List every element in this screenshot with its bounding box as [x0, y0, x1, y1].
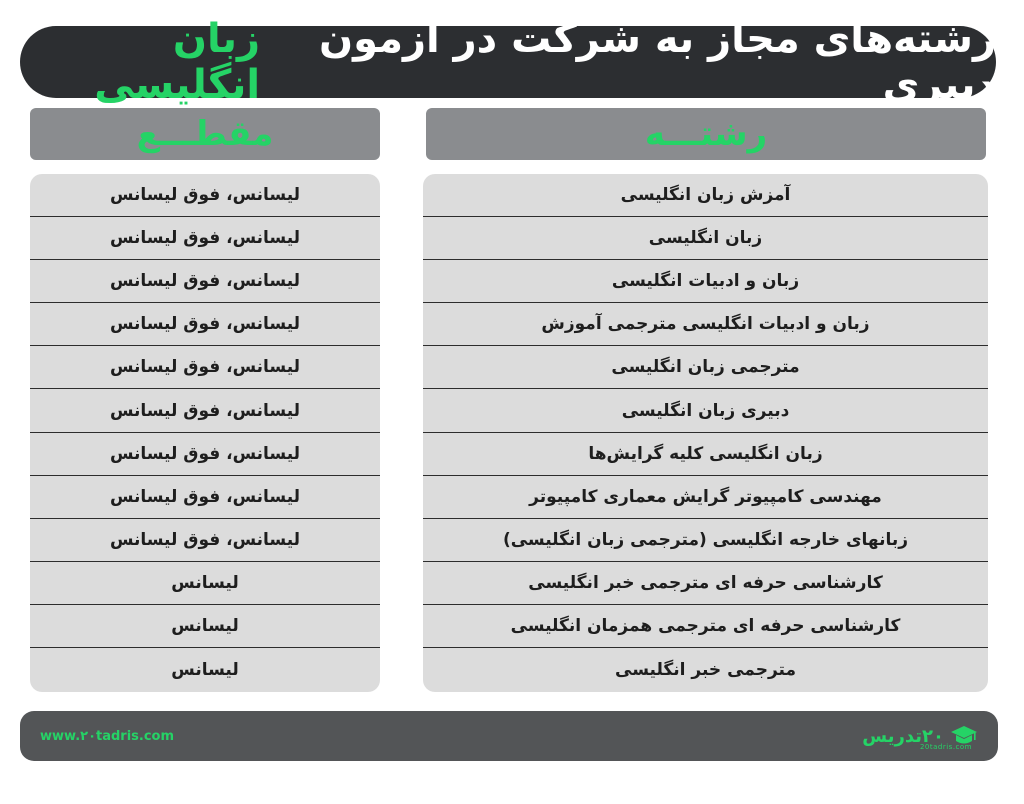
logo-subtext: 20tadris.com	[919, 743, 972, 751]
table-row: زبان و ادبیات انگلیسی مترجمی آموزش	[423, 303, 988, 346]
table-row: دبیری زبان انگلیسی	[423, 389, 988, 432]
table-row: لیسانس، فوق لیسانس	[30, 174, 380, 217]
table-row: مترجمی خبر انگلیسی	[615, 659, 796, 680]
title-main: رشته‌های مجاز به شرکت در آزمون دبیری	[318, 16, 996, 108]
field-table	[423, 174, 988, 692]
degree-column-header: مقطـــع	[30, 108, 380, 160]
table-row: زبان انگلیسی	[423, 217, 988, 260]
table-row: لیسانس، فوق لیسانس	[30, 433, 380, 476]
degree-table	[30, 174, 380, 692]
table-row: لیسانس، فوق لیسانس	[30, 346, 380, 389]
footer-bar	[20, 711, 998, 761]
table-row: کارشناسی حرفه ای مترجمی خبر انگلیسی	[423, 562, 988, 605]
table-row: لیسانس، فوق لیسانس	[30, 519, 380, 562]
title-banner	[20, 16, 996, 108]
table-row: لیسانس، فوق لیسانس	[30, 303, 380, 346]
website-link[interactable]: www.۲۰tadris.com	[40, 728, 175, 744]
table-row: لیسانس، فوق لیسانس	[30, 389, 380, 432]
table-row: کارشناسی حرفه ای مترجمی همزمان انگلیسی	[423, 605, 988, 648]
table-row: آمزش زبان انگلیسی	[423, 174, 988, 217]
table-row: لیسانس	[171, 659, 239, 680]
table-row: لیسانس	[30, 605, 380, 648]
table-row: زبان و ادبیات انگلیسی	[423, 260, 988, 303]
field-column-header: رشتـــه	[426, 108, 986, 160]
table-row: مهندسی کامپیوتر گرایش معماری کامپیوتر	[423, 476, 988, 519]
brand-logo[interactable]	[862, 719, 978, 753]
table-row: لیسانس، فوق لیسانس	[30, 217, 380, 260]
title-highlight: زبان انگلیسی	[94, 16, 261, 108]
table-row: لیسانس	[30, 562, 380, 605]
table-row: لیسانس، فوق لیسانس	[30, 476, 380, 519]
table-row: مترجمی زبان انگلیسی	[423, 346, 988, 389]
table-row: لیسانس، فوق لیسانس	[30, 260, 380, 303]
logo-text: ۲۰تدریس	[862, 725, 944, 747]
table-row: زبانهای خارجه انگلیسی (مترجمی زبان انگلیسی)	[423, 519, 988, 562]
table-row: زبان انگلیسی کلیه گرایش‌ها	[423, 433, 988, 476]
